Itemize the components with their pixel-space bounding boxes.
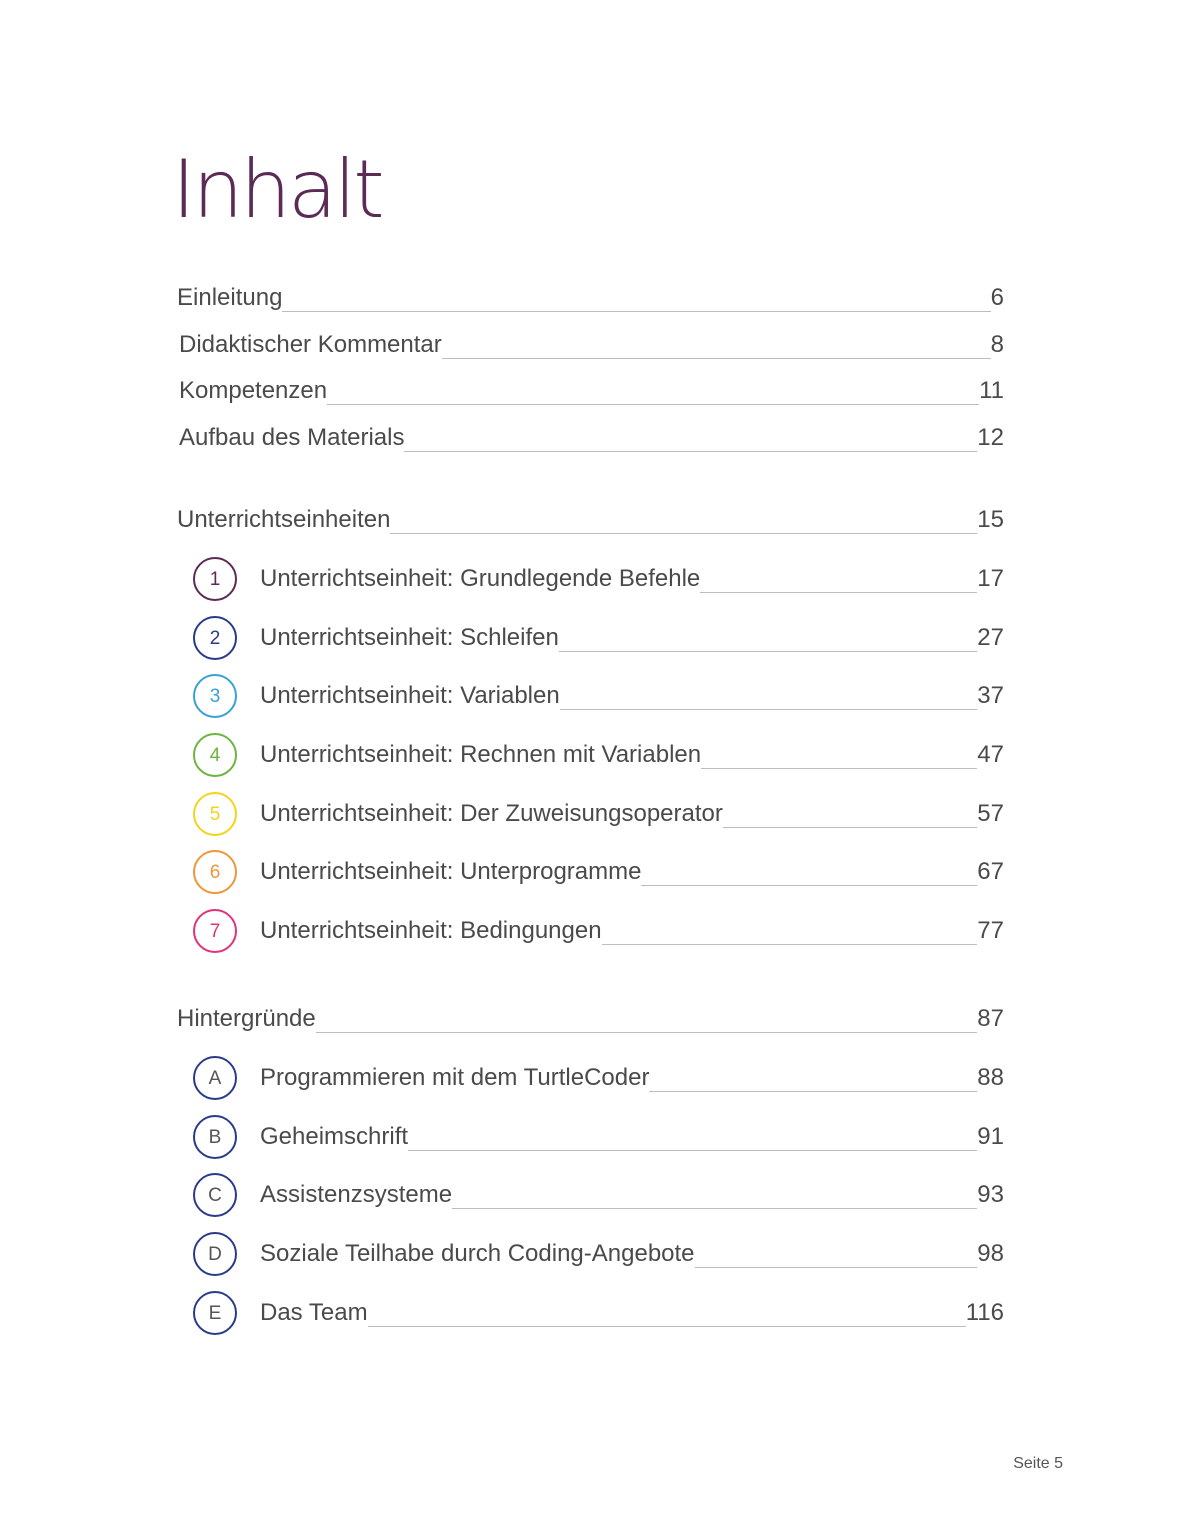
toc-entry-label: Unterrichtseinheit: Schleifen xyxy=(260,624,559,651)
toc-entry[interactable] xyxy=(0,993,1181,1033)
toc-entry-page: 67 xyxy=(977,858,1004,885)
toc-entry-label: Unterrichtseinheit: Grundlegende Befehle xyxy=(260,565,701,592)
chapter-badge: 6 xyxy=(193,850,237,894)
chapter-badge: 7 xyxy=(193,909,237,953)
chapter-badge: 4 xyxy=(193,733,237,777)
toc-leader-line xyxy=(452,1208,977,1209)
toc-entry-page: 57 xyxy=(977,800,1004,827)
toc-leader-line xyxy=(695,1267,978,1268)
toc-entry-label: Aufbau des Materials xyxy=(179,424,405,451)
toc-leader-line xyxy=(641,885,977,886)
toc-entry-page: 8 xyxy=(990,331,1004,358)
toc-leader-line xyxy=(282,311,990,312)
toc-entry-page: 91 xyxy=(977,1123,1004,1150)
toc-entry-label: Das Team xyxy=(260,1299,368,1326)
toc-leader-line xyxy=(602,944,978,945)
toc-entry-page: 47 xyxy=(977,741,1004,768)
toc-leader-line xyxy=(559,651,977,652)
chapter-badge: E xyxy=(193,1291,237,1335)
toc-entry-page: 116 xyxy=(965,1299,1004,1326)
toc-entry-label: Unterrichtseinheit: Bedingungen xyxy=(260,917,602,944)
toc-entry-label: Unterrichtseinheit: Rechnen mit Variablen xyxy=(260,741,702,768)
toc-entry-page: 12 xyxy=(977,424,1004,451)
toc-entry-page: 6 xyxy=(990,284,1004,311)
toc-entry-page: 15 xyxy=(977,506,1004,533)
toc-leader-line xyxy=(560,709,978,710)
toc-entry[interactable] xyxy=(0,1228,1181,1268)
toc-entry[interactable] xyxy=(0,729,1181,769)
toc-entry-label: Soziale Teilhabe durch Coding-Angebote xyxy=(260,1240,695,1267)
toc-entry[interactable] xyxy=(0,553,1181,593)
toc-leader-line xyxy=(723,827,977,828)
toc-entry-label: Unterrichtseinheiten xyxy=(177,506,391,533)
chapter-badge: 2 xyxy=(193,616,237,660)
toc-entry-label: Unterrichtseinheit: Variablen xyxy=(260,682,560,709)
toc-entry-label: Kompetenzen xyxy=(179,377,328,404)
page-title: Inhalt xyxy=(172,143,382,236)
toc-entry-label: Geheimschrift xyxy=(260,1123,409,1150)
toc-entry-page: 27 xyxy=(977,624,1004,651)
page-number: Seite 5 xyxy=(1013,1455,1063,1472)
toc-leader-line xyxy=(701,768,977,769)
toc-entry-page: 17 xyxy=(977,565,1004,592)
chapter-badge: B xyxy=(193,1115,237,1159)
toc-entry[interactable] xyxy=(0,1052,1181,1092)
toc-leader-line xyxy=(368,1326,966,1327)
toc-entry-label: Programmieren mit dem TurtleCoder xyxy=(260,1064,650,1091)
toc-entry-page: 93 xyxy=(977,1181,1004,1208)
toc-entry[interactable] xyxy=(0,412,1181,452)
toc-entry[interactable] xyxy=(0,494,1181,534)
toc-entry[interactable] xyxy=(0,788,1181,828)
chapter-badge: C xyxy=(193,1173,237,1217)
toc-entry-page: 37 xyxy=(977,682,1004,709)
toc-leader-line xyxy=(408,1150,977,1151)
toc-entry-label: Einleitung xyxy=(177,284,283,311)
toc-entry[interactable] xyxy=(0,365,1181,405)
toc-leader-line xyxy=(316,1032,978,1033)
toc-entry[interactable] xyxy=(0,670,1181,710)
toc-entry[interactable] xyxy=(0,1287,1181,1327)
toc-entry[interactable] xyxy=(0,612,1181,652)
toc-leader-line xyxy=(649,1091,977,1092)
toc-entry-page: 77 xyxy=(977,917,1004,944)
toc-entry-label: Didaktischer Kommentar xyxy=(179,331,442,358)
toc-entry-label: Hintergründe xyxy=(177,1005,316,1032)
toc-leader-line xyxy=(442,358,991,359)
chapter-badge: 1 xyxy=(193,557,237,601)
toc-entry[interactable] xyxy=(0,319,1181,359)
chapter-badge: A xyxy=(193,1056,237,1100)
toc-entry-page: 98 xyxy=(977,1240,1004,1267)
toc-entry-label: Unterrichtseinheit: Unterprogramme xyxy=(260,858,642,885)
toc-entry[interactable] xyxy=(0,1111,1181,1151)
toc-entry[interactable] xyxy=(0,1169,1181,1209)
toc-entry[interactable] xyxy=(0,272,1181,312)
toc-leader-line xyxy=(327,404,979,405)
chapter-badge: D xyxy=(193,1232,237,1276)
chapter-badge: 5 xyxy=(193,792,237,836)
toc-entry-page: 87 xyxy=(977,1005,1004,1032)
toc-entry-page: 88 xyxy=(977,1064,1004,1091)
toc-entry-label: Assistenzsysteme xyxy=(260,1181,453,1208)
toc-entry[interactable] xyxy=(0,905,1181,945)
toc-leader-line xyxy=(700,592,977,593)
toc-entry[interactable] xyxy=(0,846,1181,886)
toc-leader-line xyxy=(404,451,977,452)
toc-entry-page: 11 xyxy=(979,377,1004,404)
toc-entry-label: Unterrichtseinheit: Der Zuweisungsoperator xyxy=(260,800,723,827)
chapter-badge: 3 xyxy=(193,674,237,718)
toc-leader-line xyxy=(390,533,977,534)
